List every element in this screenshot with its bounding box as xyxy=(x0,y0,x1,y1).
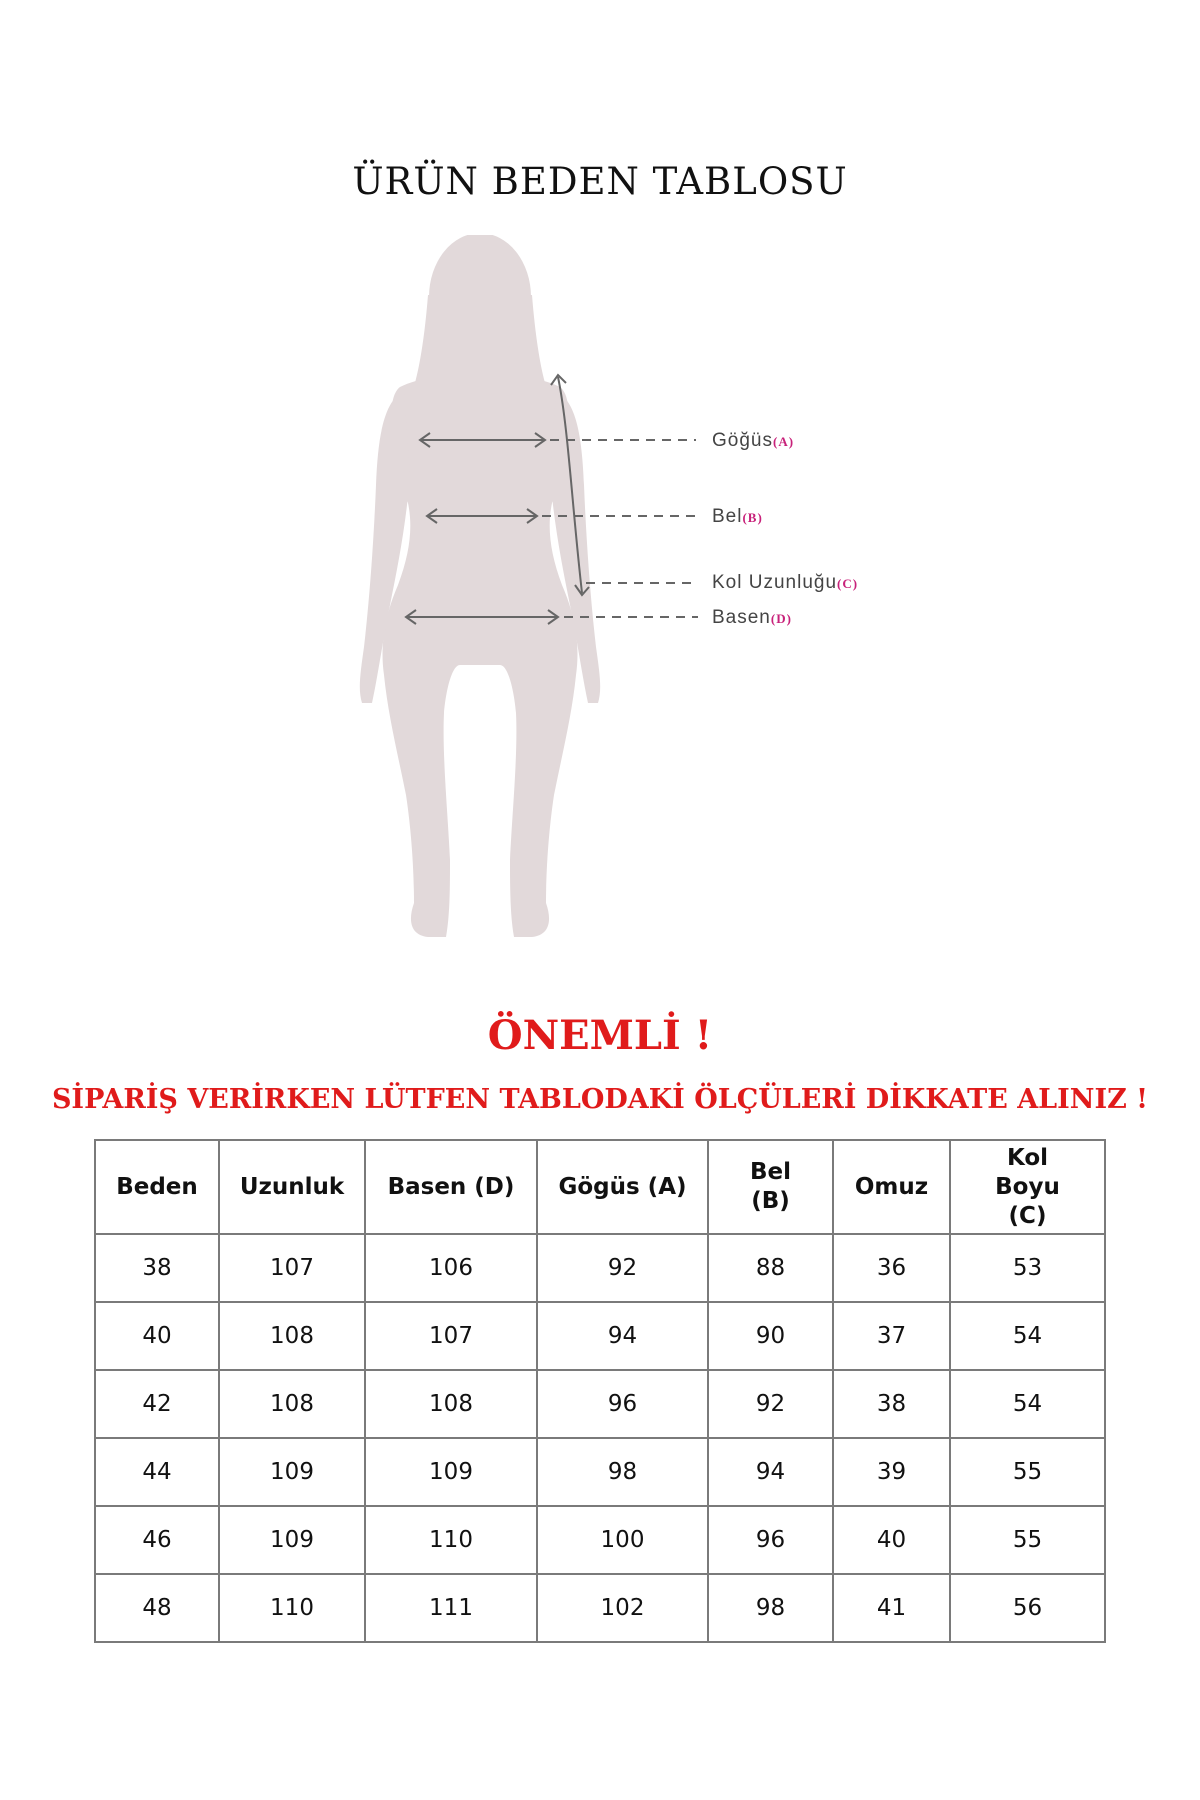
label-waist-letter: (B) xyxy=(742,510,763,525)
table-cell: 92 xyxy=(537,1234,708,1302)
table-cell: 40 xyxy=(95,1302,219,1370)
table-cell: 107 xyxy=(365,1302,537,1370)
table-cell: 38 xyxy=(95,1234,219,1302)
table-cell: 106 xyxy=(365,1234,537,1302)
table-cell: 94 xyxy=(708,1438,833,1506)
label-waist: Bel xyxy=(712,506,743,527)
table-row xyxy=(95,1370,1105,1438)
table-cell: 92 xyxy=(708,1370,833,1438)
label-hip: Basen xyxy=(712,607,771,628)
table-cell: 98 xyxy=(537,1438,708,1506)
table-cell: 109 xyxy=(365,1438,537,1506)
label-chest-letter: (A) xyxy=(772,434,795,449)
table-cell: 98 xyxy=(708,1574,833,1642)
header-sleeve: Kol Boyu (C) xyxy=(950,1140,1105,1234)
label-sleeve: Kol Uzunluğu xyxy=(712,572,838,593)
table-cell: 54 xyxy=(950,1302,1105,1370)
table-cell: 36 xyxy=(833,1234,950,1302)
table-cell: 109 xyxy=(219,1438,365,1506)
table-cell: 55 xyxy=(950,1506,1105,1574)
table-cell: 94 xyxy=(537,1302,708,1370)
table-cell: 96 xyxy=(537,1370,708,1438)
table-row xyxy=(95,1302,1105,1370)
header-shoulder: Omuz xyxy=(833,1140,950,1234)
woman-silhouette xyxy=(360,235,600,937)
table-cell: 96 xyxy=(708,1506,833,1574)
table-cell: 102 xyxy=(537,1574,708,1642)
table-cell: 44 xyxy=(95,1438,219,1506)
body-measurement-diagram xyxy=(300,235,940,975)
table-row xyxy=(95,1438,1105,1506)
label-sleeve-letter: (C) xyxy=(837,576,859,591)
table-cell: 48 xyxy=(95,1574,219,1642)
table-row xyxy=(95,1506,1105,1574)
table-cell: 56 xyxy=(950,1574,1105,1642)
table-cell: 53 xyxy=(950,1234,1105,1302)
table-cell: 38 xyxy=(833,1370,950,1438)
order-notice: SİPARİŞ VERİRKEN LÜTFEN TABLODAKİ ÖLÇÜLERİ DİKKATE ALINIZ ! xyxy=(51,1084,1149,1115)
svg-text:Basen(D) xyxy=(712,607,792,628)
table-cell: 55 xyxy=(950,1438,1105,1506)
table-row xyxy=(95,1574,1105,1642)
header-hip: Basen (D) xyxy=(365,1140,537,1234)
svg-text:Bel(B) xyxy=(712,506,763,527)
size-table xyxy=(94,1139,1106,1643)
table-cell: 46 xyxy=(95,1506,219,1574)
header-chest: Gögüs (A) xyxy=(537,1140,708,1234)
table-cell: 111 xyxy=(365,1574,537,1642)
table-cell: 37 xyxy=(833,1302,950,1370)
measurement-labels xyxy=(712,430,858,628)
label-hip-letter: (D) xyxy=(770,611,792,626)
table-cell: 42 xyxy=(95,1370,219,1438)
header-waist: Bel (B) xyxy=(708,1140,833,1234)
important-heading: ÖNEMLİ ! xyxy=(487,1012,713,1059)
table-header-row xyxy=(95,1140,1105,1234)
table-cell: 54 xyxy=(950,1370,1105,1438)
table-cell: 40 xyxy=(833,1506,950,1574)
table-cell: 108 xyxy=(219,1302,365,1370)
table-cell: 39 xyxy=(833,1438,950,1506)
table-cell: 110 xyxy=(365,1506,537,1574)
table-cell: 100 xyxy=(537,1506,708,1574)
table-cell: 108 xyxy=(365,1370,537,1438)
table-cell: 108 xyxy=(219,1370,365,1438)
header-size: Beden xyxy=(95,1140,219,1234)
table-cell: 41 xyxy=(833,1574,950,1642)
table-cell: 110 xyxy=(219,1574,365,1642)
svg-text:Göğüs(A) xyxy=(712,430,794,451)
label-chest: Göğüs xyxy=(712,430,773,451)
header-length: Uzunluk xyxy=(219,1140,365,1234)
svg-text:Kol Uzunluğu(C) xyxy=(712,572,858,593)
table-row xyxy=(95,1234,1105,1302)
table-cell: 107 xyxy=(219,1234,365,1302)
table-cell: 88 xyxy=(708,1234,833,1302)
page-title: ÜRÜN BEDEN TABLOSU xyxy=(352,160,848,203)
table-cell: 109 xyxy=(219,1506,365,1574)
table-cell: 90 xyxy=(708,1302,833,1370)
